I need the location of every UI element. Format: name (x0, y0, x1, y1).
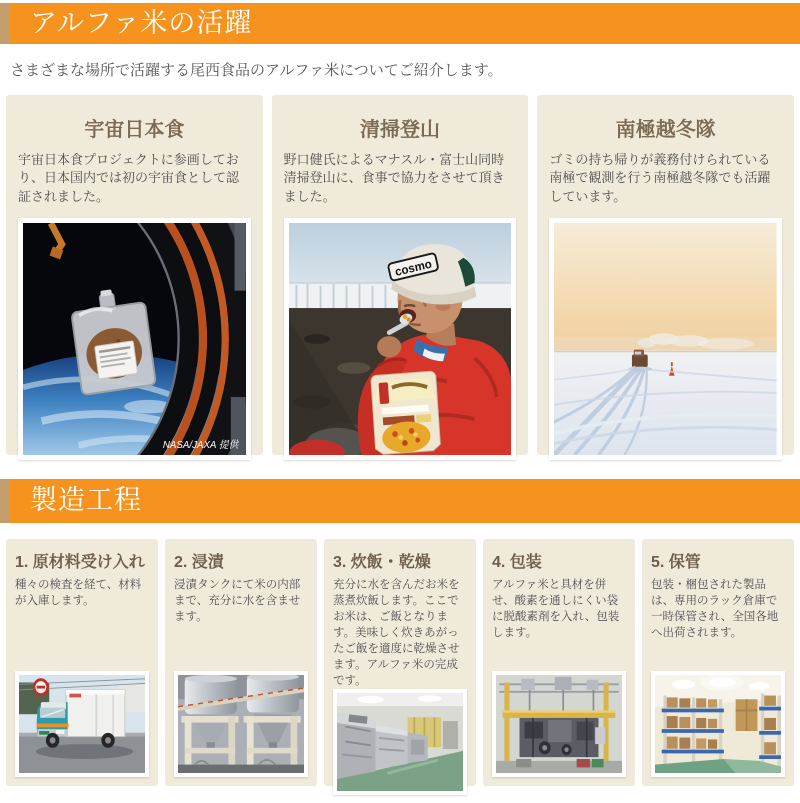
step-card-4 (483, 539, 635, 786)
step-body: 種々の検査を経て、材料が入庫します。 (15, 578, 142, 607)
step-card-2 (165, 539, 317, 786)
photo-frame (18, 218, 251, 460)
photo-caption-nasa-jaxa: NASA/JAXA 提供 (162, 440, 239, 452)
step-heading: 5. 保管 (651, 553, 701, 571)
step-card-5 (642, 539, 794, 786)
step-heading: 1. 原材料受け入れ (15, 553, 145, 571)
card-heading: 宇宙日本食 (84, 118, 185, 141)
activity-card-climb (272, 95, 529, 455)
step-photo-frame (15, 671, 149, 777)
delivery-truck-photo (19, 675, 145, 773)
activity-cards (6, 95, 794, 455)
space-photo (23, 223, 246, 455)
card-body: 野口健氏によるマナスル・富士山同時清掃登山に、食事で協力をさせて頂きました。 (283, 151, 505, 205)
step-photo-frame (174, 671, 308, 777)
activity-intro-text: さまざまな場所で活躍する尾西食品のアルファ米についてご紹介します。 (10, 62, 503, 79)
step-body: 充分に水を含んだお米を蒸煮炊飯します。ここでお米は、ご飯となります。美味しく炊きあがったご飯を適度に乾燥させます。アルファ米の完成です。 (333, 578, 460, 688)
step-card-3 (324, 539, 476, 786)
step-body: アルファ米と具材を併せ、酸素を通しにくい袋に脱酸素剤を入れ、包装します。 (492, 578, 620, 639)
process-steps (6, 539, 794, 786)
step-body: 包装・梱包された製品は、専用のラック倉庫で一時保管され、全国各地へ出荷されます。 (651, 578, 779, 639)
soaking-tanks-photo (178, 675, 304, 773)
step-heading: 2. 浸漬 (174, 553, 224, 571)
hat-logo-text: cosmo (393, 256, 433, 280)
packaging-machine-photo (496, 675, 622, 773)
step-heading: 4. 包装 (492, 553, 542, 571)
cooking-drying-photo (337, 693, 463, 791)
card-heading: 南極越冬隊 (615, 118, 716, 141)
photo-frame (549, 218, 782, 460)
banner-left-tab (0, 479, 10, 523)
banner-left-tab (0, 3, 10, 44)
process-section-banner (0, 479, 800, 523)
step-photo-frame (333, 689, 467, 795)
card-body: 宇宙日本食プロジェクトに参画しており、日本国内では初の宇宙食として認証されました。 (18, 151, 240, 205)
card-heading: 清掃登山 (360, 118, 440, 141)
climber-photo (289, 223, 512, 455)
card-body: ゴミの持ち帰りが義務付けられている南極で観測を行う南極越冬隊でも活躍しています。 (549, 151, 771, 205)
activity-card-antarctic (537, 95, 794, 455)
page (0, 3, 800, 786)
process-section-title: 製造工程 (30, 485, 142, 515)
step-body: 浸漬タンクにて米の内部まで、充分に水を含ませます。 (174, 578, 301, 623)
activity-section-title: アルファ米の活躍 (30, 8, 253, 38)
activity-card-space (6, 95, 263, 455)
activity-section-banner (0, 3, 800, 44)
step-photo-frame (651, 671, 785, 777)
photo-frame (284, 218, 517, 460)
warehouse-photo (655, 675, 781, 773)
step-heading: 3. 炊飯・乾燥 (333, 553, 431, 571)
step-card-1 (6, 539, 158, 786)
antarctic-photo (554, 223, 777, 455)
step-photo-frame (492, 671, 626, 777)
